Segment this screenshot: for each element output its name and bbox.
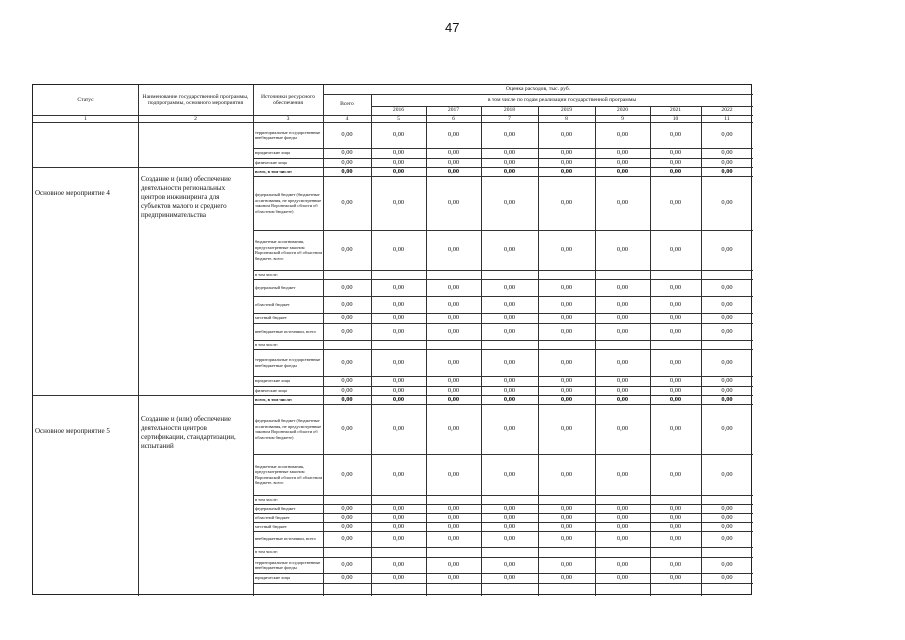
value-cell: 0,00 <box>616 504 629 512</box>
value-cell: 0,00 <box>447 199 460 206</box>
value-cell: 0,00 <box>392 246 405 253</box>
value-cell: 0,00 <box>669 386 682 394</box>
value-cell: 0,00 <box>341 386 353 394</box>
year-header: 2022 <box>721 107 733 114</box>
v-rule <box>323 85 324 596</box>
source-label: территориальные государственные внебюджетные фонды <box>255 357 321 368</box>
value-cell: 0,00 <box>721 358 733 366</box>
value-cell: 0,00 <box>721 314 733 321</box>
header-by-years: в том числе по годам реализации государственной программы <box>487 96 637 103</box>
value-cell: 0,00 <box>669 327 682 335</box>
value-cell: 0,00 <box>341 283 353 291</box>
value-cell: 0,00 <box>392 574 405 581</box>
value-cell: 0,00 <box>721 535 733 542</box>
value-cell: 0,00 <box>447 386 460 394</box>
h-rule <box>253 340 753 341</box>
value-cell: 0,00 <box>669 246 682 253</box>
value-cell: 0,00 <box>341 395 353 403</box>
value-cell: 0,00 <box>447 574 460 581</box>
value-cell: 0,00 <box>341 504 353 512</box>
value-cell: 0,00 <box>669 149 682 156</box>
value-cell: 0,00 <box>447 283 460 291</box>
value-cell: 0,00 <box>616 149 629 156</box>
value-cell: 0,00 <box>669 377 682 384</box>
value-cell: 0,00 <box>560 300 573 308</box>
value-cell: 0,00 <box>447 377 460 384</box>
value-cell: 0,00 <box>669 158 682 166</box>
value-cell: 0,00 <box>616 300 629 308</box>
measure-4-name: Создание и (или) обеспечение деятельности региональных центров инжиниринга для субъектов малого и среднего предпринимательства <box>141 175 231 220</box>
value-cell: 0,00 <box>447 167 460 175</box>
value-cell: 0,00 <box>721 167 733 175</box>
source-label: физические лица <box>255 387 287 393</box>
h-rule <box>253 583 753 584</box>
value-cell: 0,00 <box>341 377 353 384</box>
value-cell: 0,00 <box>721 199 733 206</box>
value-cell: 0,00 <box>392 522 405 530</box>
h-rule <box>253 531 753 532</box>
h-rule <box>253 376 753 377</box>
value-cell: 0,00 <box>392 167 405 175</box>
year-header: 2016 <box>392 107 405 114</box>
value-cell: 0,00 <box>560 314 573 321</box>
value-cell: 0,00 <box>721 574 733 581</box>
h-rule <box>253 313 753 314</box>
source-label: территориальные государственные внебюджетные фонды <box>255 559 321 570</box>
value-cell: 0,00 <box>721 327 733 335</box>
value-cell: 0,00 <box>447 246 460 253</box>
source-label: физические лица <box>255 159 287 165</box>
value-cell: 0,00 <box>341 149 353 156</box>
value-cell: 0,00 <box>341 561 353 568</box>
value-cell: 0,00 <box>616 386 629 394</box>
year-header: 2018 <box>503 107 516 114</box>
value-cell: 0,00 <box>669 425 682 432</box>
value-cell: 0,00 <box>721 300 733 308</box>
source-label: внебюджетные источники, всего <box>255 536 316 542</box>
source-label: внебюджетные источники, всего <box>255 328 316 334</box>
value-cell: 0,00 <box>341 131 353 138</box>
h-rule <box>253 279 753 280</box>
header-estimate: Оценка расходов, тыс. руб. <box>505 86 571 93</box>
value-cell: 0,00 <box>447 300 460 308</box>
value-cell: 0,00 <box>721 377 733 384</box>
value-cell: 0,00 <box>341 358 353 366</box>
value-cell: 0,00 <box>392 283 405 291</box>
value-cell: 0,00 <box>341 327 353 335</box>
h-rule <box>33 122 753 123</box>
value-cell: 0,00 <box>392 327 405 335</box>
value-cell: 0,00 <box>447 522 460 530</box>
h-rule <box>371 106 753 107</box>
value-cell: 0,00 <box>616 425 629 432</box>
h-rule <box>253 454 753 455</box>
value-cell: 0,00 <box>721 513 733 521</box>
h-rule <box>253 522 753 523</box>
value-cell: 0,00 <box>721 386 733 394</box>
value-cell: 0,00 <box>503 167 516 175</box>
v-rule <box>138 85 139 596</box>
value-cell: 0,00 <box>560 395 573 403</box>
value-cell: 0,00 <box>669 561 682 568</box>
value-cell: 0,00 <box>503 283 516 291</box>
value-cell: 0,00 <box>447 535 460 542</box>
value-cell: 0,00 <box>669 167 682 175</box>
value-cell: 0,00 <box>392 358 405 366</box>
value-cell: 0,00 <box>616 314 629 321</box>
source-label: юридические лица <box>255 150 290 156</box>
value-cell: 0,00 <box>721 504 733 512</box>
value-cell: 0,00 <box>503 377 516 384</box>
value-cell: 0,00 <box>560 158 573 166</box>
h-rule <box>253 270 753 271</box>
h-rule <box>323 94 753 95</box>
v-rule <box>371 94 372 596</box>
h-rule <box>253 148 753 149</box>
h-rule <box>33 115 753 116</box>
source-label: юридические лица <box>255 378 290 384</box>
value-cell: 0,00 <box>503 574 516 581</box>
value-cell: 0,00 <box>669 131 682 138</box>
source-label: бюджетные ассигнования, предусмотренные законом Воронежской области об областном бюджете, всего <box>255 239 323 261</box>
h-rule <box>253 296 753 297</box>
value-cell: 0,00 <box>447 131 460 138</box>
value-cell: 0,00 <box>721 283 733 291</box>
value-cell: 0,00 <box>392 300 405 308</box>
header-total: Всего <box>340 101 354 108</box>
value-cell: 0,00 <box>447 149 460 156</box>
value-cell: 0,00 <box>503 470 516 478</box>
source-label: местный бюджет <box>255 315 287 321</box>
value-cell: 0,00 <box>503 425 516 432</box>
value-cell: 0,00 <box>341 158 353 166</box>
value-cell: 0,00 <box>392 395 405 403</box>
h-rule <box>253 230 753 231</box>
value-cell: 0,00 <box>560 149 573 156</box>
column-number: 4 <box>345 115 349 122</box>
value-cell: 0,00 <box>616 327 629 335</box>
value-cell: 0,00 <box>560 131 573 138</box>
column-number: 2 <box>194 115 197 122</box>
year-header: 2019 <box>560 107 573 114</box>
value-cell: 0,00 <box>392 377 405 384</box>
h-rule <box>253 495 753 496</box>
value-cell: 0,00 <box>392 470 405 478</box>
value-cell: 0,00 <box>503 535 516 542</box>
h-rule <box>253 557 753 558</box>
value-cell: 0,00 <box>341 246 353 253</box>
value-cell: 0,00 <box>503 522 516 530</box>
value-cell: 0,00 <box>503 504 516 512</box>
h-rule <box>253 176 753 177</box>
column-number: 8 <box>565 115 568 122</box>
source-label: федеральный бюджет <box>255 284 296 290</box>
measure-4-status: Основное мероприятие 4 <box>35 189 110 197</box>
v-rule <box>253 85 254 596</box>
v-rule <box>538 106 539 596</box>
value-cell: 0,00 <box>616 561 629 568</box>
value-cell: 0,00 <box>560 386 573 394</box>
column-number: 10 <box>672 115 679 122</box>
value-cell: 0,00 <box>616 395 629 403</box>
page-number: 47 <box>445 20 460 35</box>
value-cell: 0,00 <box>616 158 629 166</box>
value-cell: 0,00 <box>616 131 629 138</box>
source-label: федеральный бюджет (бюджетные ассигнования, не предусмотренные законом Воронежской области об областном бюджете) <box>255 418 322 440</box>
value-cell: 0,00 <box>560 504 573 512</box>
source-label: юридические лица <box>255 575 290 581</box>
year-header: 2017 <box>447 107 460 114</box>
value-cell: 0,00 <box>669 504 682 512</box>
measure-5-name: Создание и (или) обеспечение деятельности центров сертификации, стандартизации, испытаний <box>141 415 236 451</box>
value-cell: 0,00 <box>560 246 573 253</box>
measure-5-status: Основное мероприятие 5 <box>35 427 110 435</box>
v-rule <box>701 106 702 596</box>
h-rule <box>253 323 753 324</box>
value-cell: 0,00 <box>721 246 733 253</box>
value-cell: 0,00 <box>341 535 353 542</box>
value-cell: 0,00 <box>503 513 516 521</box>
column-number: 9 <box>621 115 624 122</box>
value-cell: 0,00 <box>721 470 733 478</box>
value-cell: 0,00 <box>616 522 629 530</box>
value-cell: 0,00 <box>616 535 629 542</box>
value-cell: 0,00 <box>392 386 405 394</box>
v-rule <box>595 106 596 596</box>
value-cell: 0,00 <box>392 425 405 432</box>
value-cell: 0,00 <box>721 131 733 138</box>
value-cell: 0,00 <box>392 561 405 568</box>
column-number: 1 <box>84 115 87 122</box>
year-header: 2021 <box>669 107 682 114</box>
value-cell: 0,00 <box>669 314 682 321</box>
value-cell: 0,00 <box>503 358 516 366</box>
value-cell: 0,00 <box>503 327 516 335</box>
value-cell: 0,00 <box>616 470 629 478</box>
h-rule <box>253 504 753 505</box>
value-cell: 0,00 <box>341 199 353 206</box>
source-label: всего, в том числе: <box>255 396 293 402</box>
value-cell: 0,00 <box>560 513 573 521</box>
column-number: 3 <box>286 115 290 122</box>
year-header: 2020 <box>616 107 629 114</box>
value-cell: 0,00 <box>669 470 682 478</box>
value-cell: 0,00 <box>341 574 353 581</box>
resource-table <box>32 84 752 595</box>
source-label: областной бюджет <box>255 301 290 307</box>
column-number: 11 <box>724 115 730 122</box>
value-cell: 0,00 <box>616 377 629 384</box>
value-cell: 0,00 <box>503 395 516 403</box>
value-cell: 0,00 <box>721 522 733 530</box>
value-cell: 0,00 <box>447 425 460 432</box>
value-cell: 0,00 <box>669 283 682 291</box>
value-cell: 0,00 <box>616 358 629 366</box>
value-cell: 0,00 <box>616 167 629 175</box>
value-cell: 0,00 <box>503 300 516 308</box>
source-label: областной бюджет <box>255 514 290 520</box>
value-cell: 0,00 <box>721 149 733 156</box>
value-cell: 0,00 <box>616 199 629 206</box>
value-cell: 0,00 <box>341 522 353 530</box>
value-cell: 0,00 <box>721 425 733 432</box>
source-label: всего, в том числе: <box>255 168 293 174</box>
source-label: в том числе: <box>255 271 278 277</box>
value-cell: 0,00 <box>560 470 573 478</box>
h-rule <box>253 547 753 548</box>
value-cell: 0,00 <box>560 327 573 335</box>
value-cell: 0,00 <box>392 504 405 512</box>
h-rule <box>33 167 753 168</box>
value-cell: 0,00 <box>341 513 353 521</box>
value-cell: 0,00 <box>392 513 405 521</box>
value-cell: 0,00 <box>560 561 573 568</box>
h-rule <box>33 395 753 396</box>
value-cell: 0,00 <box>560 425 573 432</box>
value-cell: 0,00 <box>616 246 629 253</box>
value-cell: 0,00 <box>341 300 353 308</box>
value-cell: 0,00 <box>560 167 573 175</box>
value-cell: 0,00 <box>503 246 516 253</box>
value-cell: 0,00 <box>560 358 573 366</box>
value-cell: 0,00 <box>341 314 353 321</box>
value-cell: 0,00 <box>447 513 460 521</box>
value-cell: 0,00 <box>721 158 733 166</box>
value-cell: 0,00 <box>669 535 682 542</box>
value-cell: 0,00 <box>669 199 682 206</box>
value-cell: 0,00 <box>503 131 516 138</box>
h-rule <box>253 404 753 405</box>
h-rule <box>253 386 753 387</box>
source-label: бюджетные ассигнования, предусмотренные законом Воронежской области об областном бюджете, всего <box>255 463 323 485</box>
value-cell: 0,00 <box>392 131 405 138</box>
value-cell: 0,00 <box>721 561 733 568</box>
source-label: федеральный бюджет <box>255 505 296 511</box>
value-cell: 0,00 <box>341 425 353 432</box>
column-number: 6 <box>452 115 455 122</box>
value-cell: 0,00 <box>669 395 682 403</box>
value-cell: 0,00 <box>616 574 629 581</box>
source-label: федеральный бюджет (бюджетные ассигнования, не предусмотренные законом Воронежской области об областном бюджете) <box>255 192 322 214</box>
column-number: 5 <box>397 115 400 122</box>
value-cell: 0,00 <box>392 158 405 166</box>
v-rule <box>426 106 427 596</box>
h-rule <box>253 349 753 350</box>
value-cell: 0,00 <box>341 167 353 175</box>
value-cell: 0,00 <box>392 149 405 156</box>
value-cell: 0,00 <box>341 470 353 478</box>
value-cell: 0,00 <box>447 314 460 321</box>
value-cell: 0,00 <box>669 300 682 308</box>
value-cell: 0,00 <box>392 314 405 321</box>
value-cell: 0,00 <box>392 535 405 542</box>
value-cell: 0,00 <box>503 199 516 206</box>
value-cell: 0,00 <box>616 513 629 521</box>
h-rule <box>253 573 753 574</box>
value-cell: 0,00 <box>447 504 460 512</box>
source-label: в том числе: <box>255 549 278 555</box>
h-rule <box>253 513 753 514</box>
h-rule <box>253 158 753 159</box>
value-cell: 0,00 <box>503 561 516 568</box>
value-cell: 0,00 <box>503 149 516 156</box>
value-cell: 0,00 <box>560 522 573 530</box>
header-source: Источники ресурсного обеспечения <box>260 93 316 106</box>
value-cell: 0,00 <box>447 470 460 478</box>
value-cell: 0,00 <box>447 561 460 568</box>
value-cell: 0,00 <box>669 574 682 581</box>
value-cell: 0,00 <box>447 158 460 166</box>
header-name: Наименование государственной программы, подпрограммы, основного мероприятия <box>142 93 249 106</box>
value-cell: 0,00 <box>669 358 682 366</box>
value-cell: 0,00 <box>616 283 629 291</box>
value-cell: 0,00 <box>503 386 516 394</box>
column-number: 7 <box>508 115 511 122</box>
value-cell: 0,00 <box>447 358 460 366</box>
header-status: Статус <box>77 96 94 103</box>
value-cell: 0,00 <box>669 522 682 530</box>
source-label: местный бюджет <box>255 523 287 529</box>
source-label: территориальные государственные внебюджетные фонды <box>255 129 321 140</box>
value-cell: 0,00 <box>447 327 460 335</box>
value-cell: 0,00 <box>560 574 573 581</box>
value-cell: 0,00 <box>560 535 573 542</box>
source-label: в том числе: <box>255 341 278 347</box>
value-cell: 0,00 <box>669 513 682 521</box>
v-rule <box>650 106 651 596</box>
v-rule <box>481 106 482 596</box>
value-cell: 0,00 <box>392 199 405 206</box>
value-cell: 0,00 <box>503 158 516 166</box>
value-cell: 0,00 <box>503 314 516 321</box>
value-cell: 0,00 <box>447 395 460 403</box>
value-cell: 0,00 <box>560 283 573 291</box>
source-label: в том числе: <box>255 496 278 502</box>
value-cell: 0,00 <box>560 199 573 206</box>
value-cell: 0,00 <box>560 377 573 384</box>
value-cell: 0,00 <box>721 395 733 403</box>
